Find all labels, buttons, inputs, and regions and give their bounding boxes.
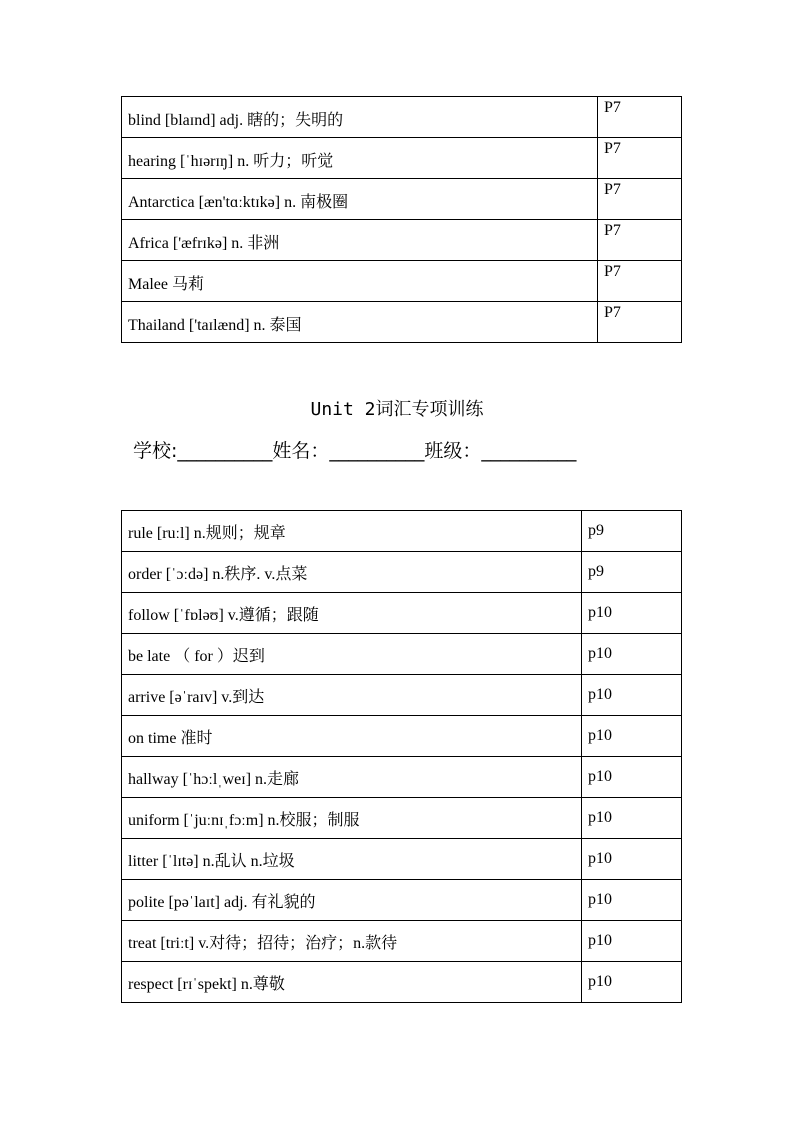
page-ref: P7 [598,179,682,220]
page-title: Unit 2词汇专项训练 [310,399,484,420]
table-row [122,839,682,880]
table-row [122,552,682,593]
table-row [122,261,682,302]
vocab-entry: Thailand ['taɪlænd] n. 泰国 [122,302,598,343]
page-ref: p10 [582,839,682,880]
vocab-entry: on time 准时 [122,716,582,757]
table-row [122,757,682,798]
page-ref: p10 [582,921,682,962]
table-row [122,716,682,757]
page-ref: p10 [582,675,682,716]
table-row [122,138,682,179]
vocab-entry: uniform [ˈjuːnɪˌfɔːm] n.校服；制服 [122,798,582,839]
table-row [122,634,682,675]
page-ref: p10 [582,962,682,1003]
table-row [122,179,682,220]
vocabulary-table-top [121,96,682,343]
table-row [122,511,682,552]
table-row [122,880,682,921]
vocab-entry: respect [rɪˈspekt] n.尊敬 [122,962,582,1003]
vocab-entry: polite [pəˈlaɪt] adj. 有礼貌的 [122,880,582,921]
vocab-entry: Africa ['æfrɪkə] n. 非洲 [122,220,598,261]
vocab-entry: hearing [ˈhɪərɪŋ] n. 听力；听觉 [122,138,598,179]
page-ref: P7 [598,302,682,343]
page-ref: p10 [582,880,682,921]
table-row [122,921,682,962]
table-row [122,962,682,1003]
page-ref: P7 [598,261,682,302]
vocab-entry: hallway [ˈhɔːlˌweɪ] n.走廊 [122,757,582,798]
vocab-entry: follow [ˈfɒləʊ] v.遵循；跟随 [122,593,582,634]
student-info-line [133,436,576,463]
vocab-entry: be late （ for ）迟到 [122,634,582,675]
page-ref: P7 [598,138,682,179]
page-ref: p10 [582,716,682,757]
table-row [122,675,682,716]
table-row [122,220,682,261]
name-field[interactable]: 姓名：__________ [272,440,425,462]
vocab-entry: Malee 马莉 [122,261,598,302]
vocab-entry: arrive [əˈraɪv] v.到达 [122,675,582,716]
page-ref: p9 [582,511,682,552]
vocab-entry: Antarctica [æn'tɑːktɪkə] n. 南极圈 [122,179,598,220]
page-ref: P7 [598,220,682,261]
class-field[interactable]: 班级：__________ [424,440,577,462]
vocab-entry: rule [ruːl] n.规则；规章 [122,511,582,552]
table-row [122,593,682,634]
page-ref: P7 [598,97,682,138]
vocab-entry: order [ˈɔːdə] n.秩序. v.点菜 [122,552,582,593]
table-row [122,798,682,839]
table-row [122,302,682,343]
page-ref: p10 [582,798,682,839]
vocab-entry: treat [triːt] v.对待；招待；治疗；n.款待 [122,921,582,962]
table-row [122,97,682,138]
page-ref: p10 [582,593,682,634]
vocab-entry: blind [blaɪnd] adj. 瞎的；失明的 [122,97,598,138]
vocabulary-table-bottom [121,510,682,1003]
vocab-entry: litter [ˈlɪtə] n.乱认 n.垃圾 [122,839,582,880]
page-ref: p9 [582,552,682,593]
school-field[interactable]: 学校:__________ [133,440,273,462]
page-ref: p10 [582,634,682,675]
page-ref: p10 [582,757,682,798]
